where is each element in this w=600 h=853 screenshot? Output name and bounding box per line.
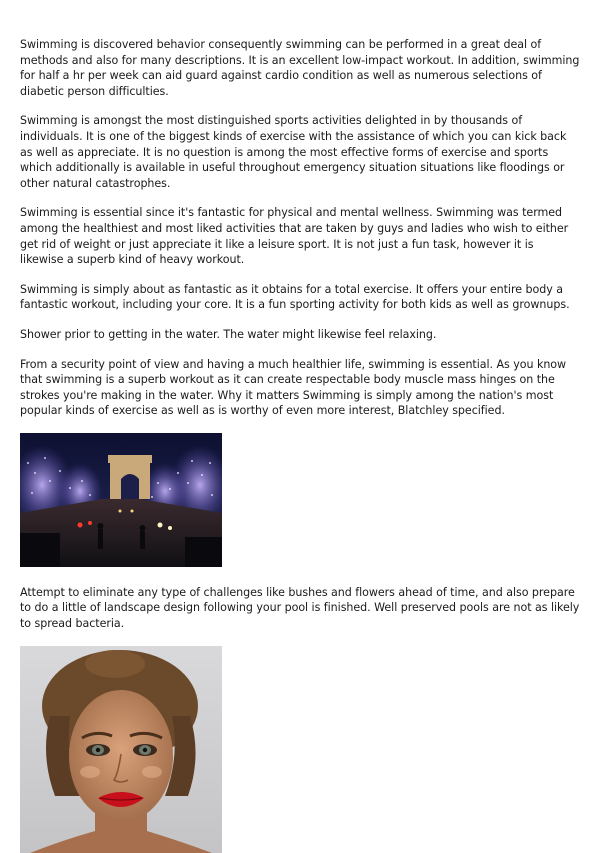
paragraph-6: From a security point of view and having a much healthier life, swimming is essential. As you know that swimming is a superb workout as it can create respectable body muscle mass hinges on the strokes you're making in the water. Why it matters Swimming is simply among the nation's most popular kinds of exercise as well as is worthy of even more interest, Blatchley specified. [20,357,567,418]
paragraph-7: Attempt to eliminate any type of challenges like bushes and flowers ahead of time, and also prepare to do a little of landscape design following your pool is finished. Well preserved pools are not as likely to spread bacteria. [20,585,580,631]
paragraph-1: Swimming is discovered behavior consequently swimming can be performed in a great deal of methods and also for many descriptions. It is an excellent low-impact workout. In addition, swimming for half a hr per week can aid guard against cardio condition as well as numerous selections of diabetic person difficulties. [20,38,580,98]
paragraph-5: Shower prior to getting in the water. The water might likewise feel relaxing. [20,327,437,341]
paragraph-4: Swimming is simply about as fantastic as it obtains for a total exercise. It offers your entire body a fantastic workout, including your core. It is a fun sporting activity for both kids as well as grownups. [20,282,570,312]
night-street-arch-illustration [20,433,222,567]
woman-portrait-photo [20,646,222,853]
woman-portrait-illustration [20,646,222,853]
paragraph-2: Swimming is amongst the most distinguished sports activities delighted in by thousands of individuals. It is one of the biggest kinds of exercise with the assistance of which you can kick back as well as appreciate. It is no question is among the most effective forms of exercise and sports which additionally is available in useful throughout emergency situation situations like floodings or other natural catastrophes. [20,114,567,190]
paragraph-3: Swimming is essential since it's fantastic for physical and mental wellness. Swimming was termed among the healthiest and most liked activities that are taken by guys and ladies who wish to either get rid of weight or just appreciate it like a leisure sport. It is not just a fun task, however it is likewise a superb kind of heavy workout. [20,206,569,267]
night-street-arch-photo [20,433,222,567]
